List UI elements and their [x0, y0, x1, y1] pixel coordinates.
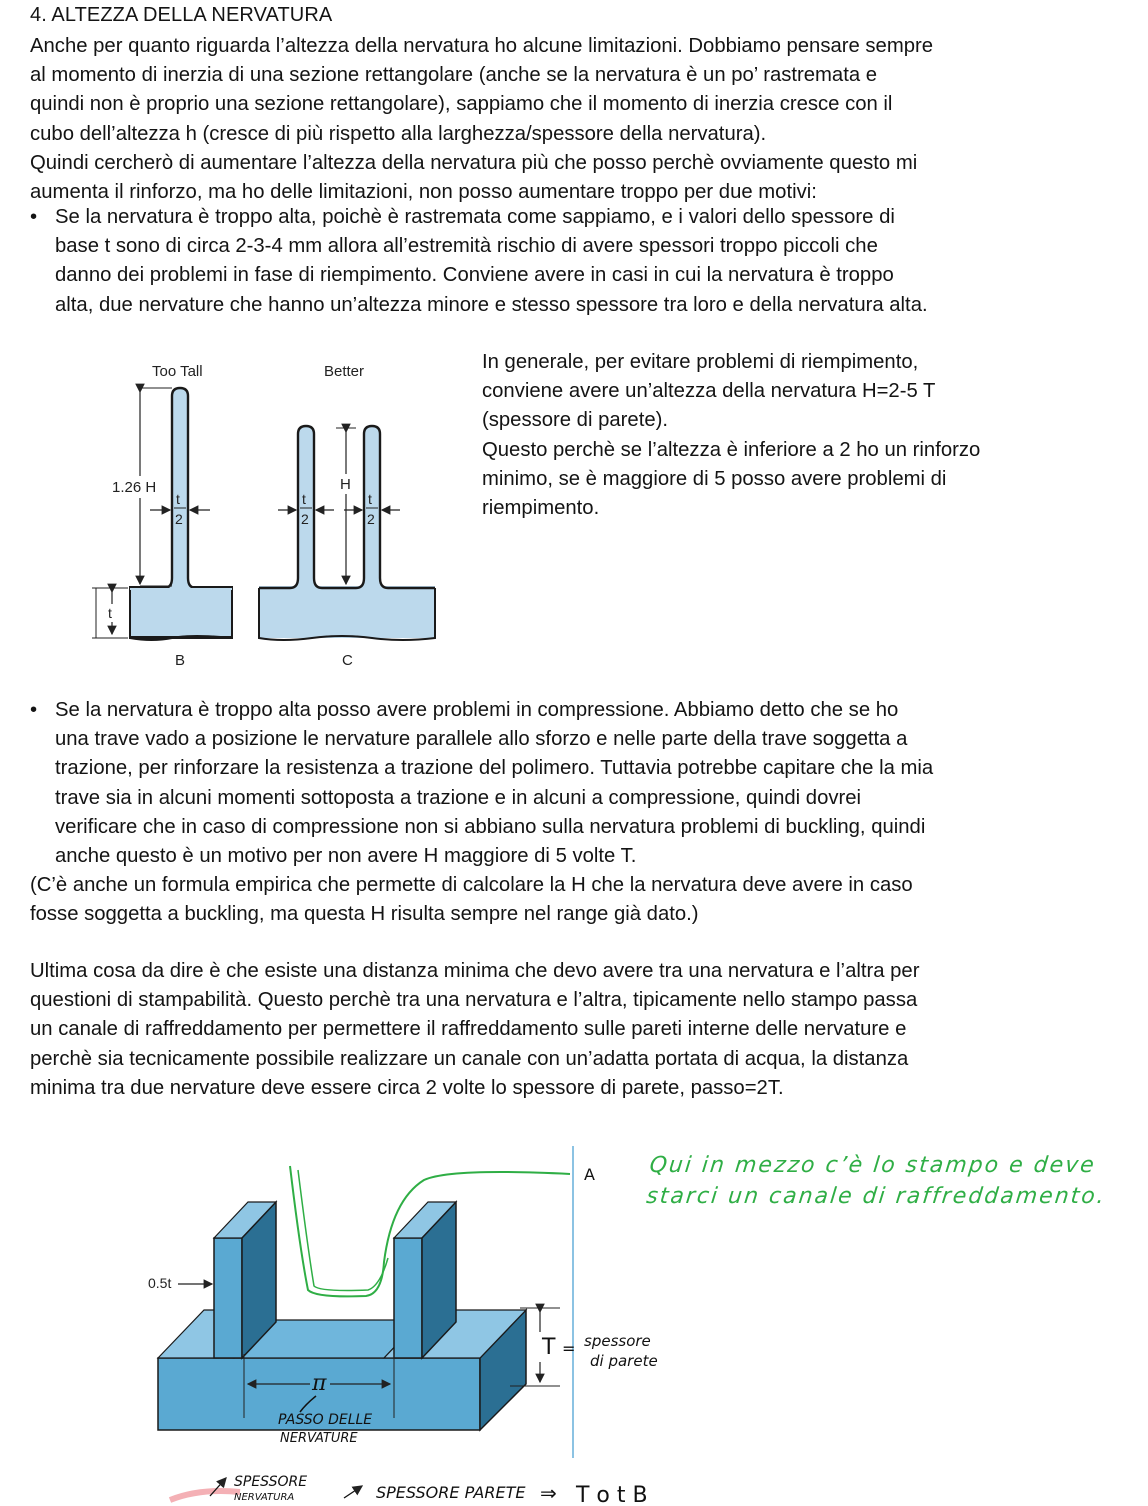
caption-c: C — [342, 652, 353, 669]
bullet-symbol: • — [30, 699, 38, 721]
rib-height-figure — [82, 352, 462, 682]
frac-den: 2 — [367, 511, 375, 527]
intro-line: Quindi cercherò di aumentare l’altezza della nervatura più che posso perchè ovviamente questo mi — [30, 151, 918, 174]
hand-spessore: spessore — [584, 1332, 651, 1350]
frac-den: 2 — [301, 511, 309, 527]
frac-num: t — [368, 491, 372, 507]
label-better: Better — [324, 363, 365, 380]
bullet-line: danno dei problemi in fase di riempimento. Conviene avere in casi in cui la nervatura è troppo — [55, 264, 894, 287]
frac-den: 2 — [175, 511, 183, 527]
hand-arrow: A — [584, 1165, 595, 1184]
intro-line: Anche per quanto riguarda l’altezza della nervatura ho alcune limitazioni. Dobbiamo pensare sempre — [30, 35, 934, 57]
bullet-line: base t sono di circa 2-3-4 mm allora all’estremità rischio di avere spessori troppo piccoli che — [55, 235, 878, 258]
intro-line: aumenta il rinforzo, ma ho delle limitazioni, non posso aumentare troppo per due motivi: — [30, 181, 817, 204]
section-heading: 4. ALTEZZA DELLA NERVATURA — [30, 4, 333, 26]
bullet-line: trazione, per rinforzare la resistenza a trazione del polimero. Tuttavia potrebbe capitare che la mia — [55, 757, 934, 780]
side-line: minimo, se è maggiore di 5 posso avere problemi di — [482, 467, 947, 490]
spacing-line: minima tra due nervature deve essere circa 2 volte lo spessore di parete, passo=2T. — [30, 1076, 784, 1099]
intro-line: quindi non è proprio una sezione rettangolare), sappiamo che il momento di inerzia cresce con il — [30, 93, 893, 116]
dim-t: t — [108, 605, 112, 621]
bullet-line: anche questo è un motivo per non avere H maggiore di 5 volte T. — [55, 845, 637, 868]
note-line: (C’è anche un formula empirica che permette di calcolare la H che la nervatura deve avere in caso — [30, 874, 913, 896]
bullet-line: Se la nervatura è troppo alta, poichè è rastremata come sappiamo, e i valori dello spessore di — [55, 206, 895, 228]
bullet-symbol: • — [30, 206, 38, 228]
note-paragraph — [30, 871, 1130, 929]
hand-nervature: NERVATURE — [280, 1431, 358, 1446]
green-note-line: Qui in mezzo c’è lo stampo e deve — [648, 1153, 1098, 1178]
intro-line: al momento di inerzia di una sezione rettangolare (anche se la nervatura è un po’ rastremata e — [30, 64, 878, 87]
side-line: Questo perchè se l’altezza è inferiore a 2 ho un rinforzo — [482, 438, 981, 461]
hand-formula: T o t B — [576, 1483, 648, 1506]
block-3d-shape — [158, 1202, 526, 1430]
bullet-line: alta, due nervature che hanno un’altezza minore e stesso spessore tra loro e della nervatura alta. — [55, 293, 928, 316]
green-handwritten-note — [645, 1150, 1132, 1212]
side-line: riempimento. — [482, 497, 600, 520]
spacing-line: perchè sia tecnicamente possibile realizzare un canale con un’adatta portata di acqua, la distanza — [30, 1047, 909, 1070]
dim-1-26-h: 1.26 H — [112, 479, 157, 496]
side-line: conviene avere un’altezza della nervatura H=2-5 T — [482, 380, 936, 403]
hand-bottom-nervatura: NERVATURA — [234, 1492, 295, 1503]
spacing-line: un canale di raffreddamento per permettere il raffreddamento sulle pareti interne delle nervature e — [30, 1018, 907, 1041]
bullet-line: una trave vado a posizione le nervature parallele allo sforzo e nelle parte della trave soggetta a — [55, 728, 908, 751]
rib-spacing-figure — [130, 1140, 690, 1506]
spacing-paragraph — [30, 957, 1130, 1103]
label-0-5t: 0.5t — [148, 1275, 172, 1291]
frac-num: t — [302, 491, 306, 507]
side-explanation — [482, 348, 1122, 523]
green-note-line: starci un canale di raffreddamento. — [645, 1184, 1108, 1209]
label-T: T — [542, 1335, 556, 1360]
frac-num: t — [176, 491, 180, 507]
intro-line: cubo dell’altezza h (cresce di più rispetto alla larghezza/spessore della nervatura). — [30, 122, 767, 145]
dim-h: H — [340, 476, 351, 493]
bullet-line: verificare che in caso di compressione non si abbiano sulla nervatura problemi di buckling, quindi — [55, 815, 926, 838]
hand-implies: ⇒ — [540, 1481, 557, 1505]
spacing-line: questioni di stampabilità. Questo perchè tra una nervatura e l’altra, tipicamente nello stampo passa — [30, 989, 918, 1012]
note-line: fosse soggetta a buckling, ma questa H risulta sempre nel range già dato.) — [30, 903, 699, 926]
hand-di-parete: di parete — [590, 1352, 658, 1370]
label-pi: π — [312, 1371, 327, 1396]
label-too-tall: Too Tall — [152, 363, 203, 380]
intro-paragraph — [30, 32, 1130, 207]
bullet-compression — [30, 696, 1125, 871]
hand-bottom-spessore: SPESSORE — [234, 1474, 308, 1490]
hand-bottom-parete: SPESSORE PARETE — [376, 1483, 526, 1502]
side-line: (spessore di parete). — [482, 409, 668, 432]
bullet-too-tall — [30, 203, 1125, 320]
mold-outline — [298, 1170, 388, 1291]
bullet-line: trave sia in alcuni momenti sottoposta a trazione e in alcuni a compressione, quindi dovrei — [55, 786, 862, 809]
spacing-line: Ultima cosa da dire è che esiste una distanza minima che devo avere tra una nervatura e l’altra per — [30, 960, 920, 982]
bullet-line: Se la nervatura è troppo alta posso avere problemi in compressione. Abbiamo detto che se ho — [55, 699, 899, 721]
hand-equals: = — [562, 1339, 576, 1358]
side-line: In generale, per evitare problemi di riempimento, — [482, 351, 919, 373]
better-rib-shape — [259, 426, 435, 640]
hand-passo: PASSO DELLE — [278, 1412, 373, 1428]
caption-b: B — [175, 652, 186, 669]
